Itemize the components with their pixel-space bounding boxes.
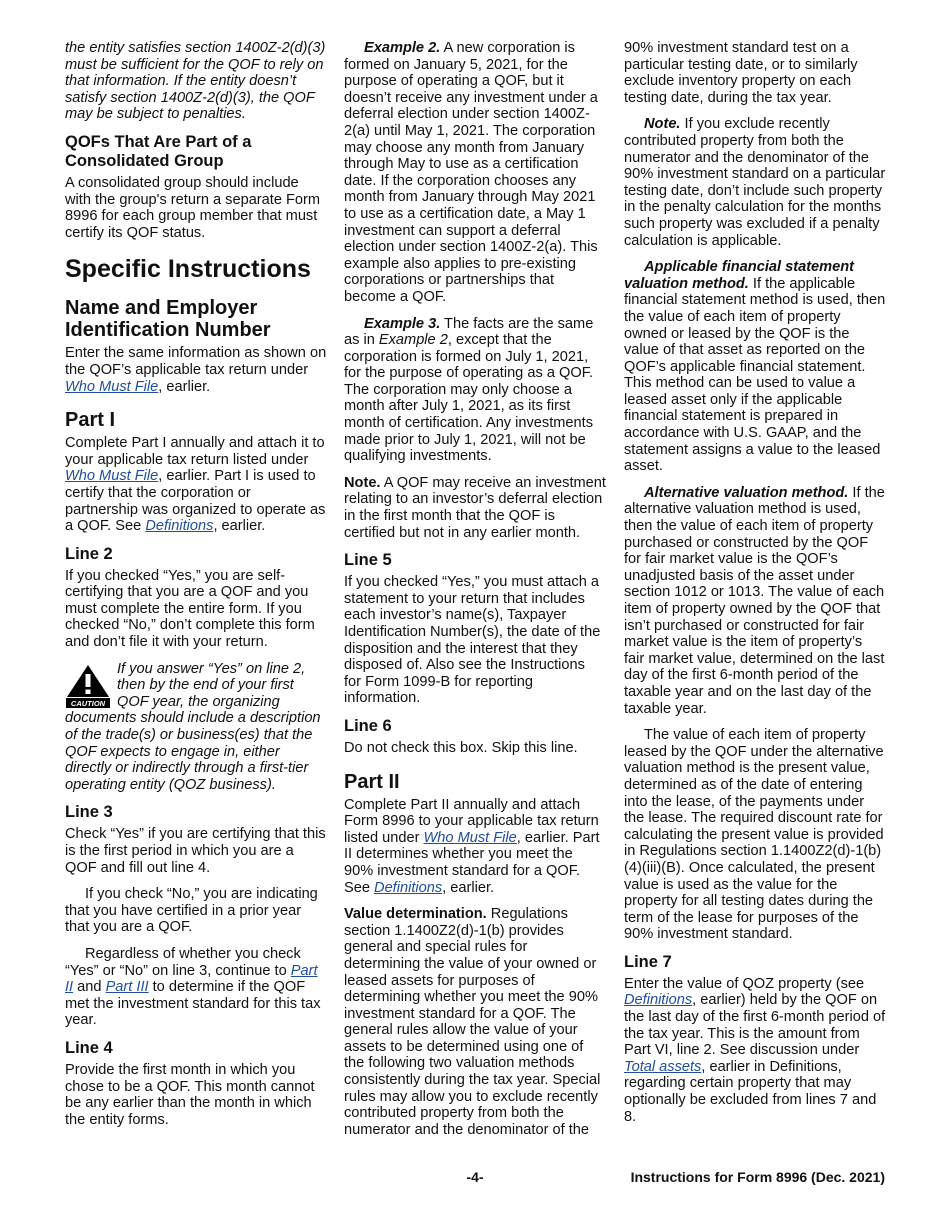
paragraph-line-2: If you checked “Yes,” you are self-certifying that you are a QOF and you must complete the entire form. If you checked “No,” don’t complete this form and don’t file it with your return. (65, 567, 315, 651)
paragraph-line-5: If you checked “Yes,” you must attach a statement to your return that includes each investor’s name(s), Taxpayer Identification Number(s), the date of the disposition and the interest that they disposed of. Also see the Instructions for Form 1099-B for reporting information. (344, 574, 601, 707)
paragraph-consolidated-group: A consolidated group should include with the group's return a separate Form 8996 for each group member that must certify its QOF status. (65, 174, 321, 241)
link-definitions[interactable]: Definitions (374, 879, 443, 896)
paragraph-example-2 (344, 40, 606, 306)
text-segment: , earlier) held by the QOF on the last day of the first 6-month period of the tax year. This is the amount from Part VI, line 2. See discussion under (624, 992, 886, 1059)
value-determination-label: Value determination. (344, 906, 487, 923)
paragraph-line-3c (65, 946, 327, 1029)
heading-specific-instructions: Specific Instructions (65, 255, 311, 284)
text-segment: , earlier. Part I is used to certify that the corporation or partnership was organized to operate as a QOF. See (65, 468, 326, 535)
paragraph-continued: 90% investment standard test on a particular testing date, or to similarly exclude inventory property on each testing date, during the tax year. (624, 40, 858, 106)
example-3-label: Example 3. (364, 315, 441, 332)
paragraph-part-1 (65, 435, 327, 535)
link-part-3[interactable]: Part III (105, 979, 149, 996)
heading-name-ein: Name and Employer Identification Number (65, 297, 271, 342)
text-segment: A new corporation is formed on January 5, 2021, for the purpose of operating a QOF, but it doesn’t receive any investment under a deferral election under section 1400Z-2(a) until May 1, 2021. The corporation may choose any month from January through May to use as a certification date. If the corporation chooses any month from January through May 2021 to use as a certification date, a May 1 investment can support a deferral election under section 1400Z-2(a). This example also applies to pre-existing corporations or partnerships that become a QOF. (344, 40, 598, 305)
paragraph-line-6: Do not check this box. Skip this line. (344, 739, 578, 756)
text-segment: A QOF may receive an investment relating to an investor’s deferral election in the first month that the QOF is certified but not in any earlier month. (344, 474, 606, 541)
note-label: Note. (644, 116, 681, 133)
paragraph-line-3a: Check “Yes” if you are certifying that this is the first period in which you are a QOF and fill out line 4. (65, 826, 326, 876)
caution-icon (65, 663, 111, 709)
text-segment: Complete Part I annually and attach it to your applicable tax return listed under (65, 435, 325, 468)
text-segment: Complete Part II annually and attach Form 8996 to your applicable tax return listed under (344, 796, 599, 846)
text-segment: Regardless of whether you check “Yes” or “No” on line 3, continue to (65, 945, 301, 979)
paragraph-note (624, 116, 886, 249)
note-label: Note. (344, 474, 381, 491)
link-definitions[interactable]: Definitions (624, 992, 693, 1009)
text-segment: and (73, 979, 106, 996)
heading-line-4: Line 4 (65, 1038, 113, 1057)
afs-method-label: Applicable financial statement valuation method. (624, 259, 855, 292)
heading-line-2: Line 2 (65, 544, 113, 563)
heading-line-6: Line 6 (344, 716, 392, 735)
heading-part-1: Part I (65, 409, 116, 432)
paragraph-line-7 (624, 976, 886, 1125)
example-reference: Example 2 (378, 332, 448, 349)
paragraph-leased-property: The value of each item of property leased by the QOF under the alternative valuation method is the present value, determined as of the date of entering into the lease, of the payments under the lease. The required discount rate for calculating the present value is provided in Regulations section 1.1400Z2(d)-1(b)(4)(iii)(B). Once calculated, the present value is used as the value for the property for all testing dates during the term of the lease for purposes of the 90% investment standard. (624, 727, 884, 943)
heading-part-2: Part II (344, 770, 400, 793)
text-segment: , earlier. (213, 518, 266, 535)
column-left (65, 40, 327, 1138)
text-segment: , earlier. Part II determines whether you meet the 90% investment standard for a QOF. See (344, 829, 600, 896)
footer-form-title: Instructions for Form 8996 (Dec. 2021) (630, 1169, 885, 1185)
paragraph-example-3 (344, 316, 606, 465)
example-2-label: Example 2. (364, 40, 441, 56)
link-who-must-file[interactable]: Who Must File (65, 378, 159, 395)
page-number: -4- (466, 1169, 484, 1185)
link-total-assets[interactable]: Total assets (624, 1058, 702, 1075)
text-segment: Enter the same information as shown on the QOF’s applicable tax return under (65, 345, 327, 378)
link-part-2[interactable]: Part II (65, 962, 318, 996)
column-right (624, 40, 886, 1135)
link-who-must-file[interactable]: Who Must File (65, 468, 159, 485)
paragraph-part-2 (344, 797, 606, 897)
text-segment: , earlier in Definitions, regarding certain property that may optionally be excluded from lines 7 and 8. (624, 1058, 877, 1125)
caution-label: CAUTION (70, 698, 106, 708)
heading-line-3: Line 3 (65, 803, 113, 822)
text-segment: Enter the value of QOZ property (see (624, 975, 865, 992)
link-who-must-file[interactable]: Who Must File (423, 829, 517, 846)
text-segment: Regulations section 1.1400Z2(d)-1(b) provides general and special rules for determining the value of your owned or leased assets for purposes of determining whether you meet the 90% investment standard for a QOF. The general rules allow the value of your assets to be determined using one of the following two valuation methods consistently during the tax year. Special rules may allow you to exclude recently contributed property from both the numerator and the denominator of the (344, 906, 601, 1138)
paragraph-line-3b: If you check “No,” you are indicating that you have certified in a prior year that you are a QOF. (65, 886, 318, 936)
alternative-method-label: Alternative valuation method. (644, 484, 849, 501)
text-segment: , except that the corporation is formed on July 1, 2021, for the purpose of operating as a QOF. The corporation may only choose a month after July 1, 2021, as its first month of certification. Any investments made prior to July 1, 2021, will not be qualifying investments. (344, 332, 594, 465)
paragraph-afs-method (624, 259, 886, 475)
caution-text: If you answer “Yes” on line 2, then by the end of your first QOF year, the organizing documents should include a description of the trade(s) or business(es) that the QOF expects to engage in, either directly or indirectly through a first-tier operating entity (QOZ business). (65, 660, 321, 793)
text-segment: to determine if the QOF met the investment standard for this tax year. (65, 979, 321, 1029)
link-definitions[interactable]: Definitions (145, 518, 214, 535)
text-segment: , earlier. (442, 879, 495, 896)
paragraph-continued: the entity satisfies section 1400Z-2(d)(3) must be sufficient for the QOF to rely on that information. If the entity doesn’t satisfy section 1400Z-2(d)(3), the QOF may be subject to penalties. (65, 40, 326, 123)
paragraph-line-4: Provide the first month in which you chose to be a QOF. This month cannot be any earlier than the month in which the entity forms. (65, 1061, 315, 1128)
text-segment: The facts are the same as in (344, 315, 594, 349)
paragraph-name-ein (65, 345, 327, 395)
text-segment: If you exclude recently contributed property from both the numerator and the denominator of the 90% investment standard on a particular testing date, don’t include such property in the penalty calculation for the months such property was excluded if a penalty calculation is applicable. (624, 116, 886, 249)
heading-line-7: Line 7 (624, 952, 672, 971)
heading-line-5: Line 5 (344, 551, 392, 570)
caution-note (65, 661, 327, 794)
paragraph-note (344, 475, 606, 541)
paragraph-alternative-method (624, 485, 886, 717)
column-middle (344, 40, 606, 1148)
text-segment: , earlier. (158, 378, 211, 395)
paragraph-value-determination (344, 906, 606, 1138)
heading-consolidated-group: QOFs That Are Part of a Consolidated Group (65, 132, 252, 170)
text-segment: If the applicable financial statement method is used, then the value of each item of property owned or leased by the QOF is the value of that asset as reported on the QOF’s applicable financial statement. This method can be used to value a leased asset only if the applicable financial statement is prepared in accordance with U.S. GAAP, and the statement assigns a value to the leased asset. (624, 275, 886, 475)
text-segment: If the alternative valuation method is used, then the value of each item of property purchased or constructed by the QOF for fair market value is the QOF’s unadjusted basis of the asset under section 1012 or 1013. The value of each item of property owned by the QOF that isn’t purchased or constructed for fair market value is the item of property’s fair market value, determined on the last day of the first 6-month period of the taxable year and on the last day of the taxable year. (624, 484, 885, 717)
